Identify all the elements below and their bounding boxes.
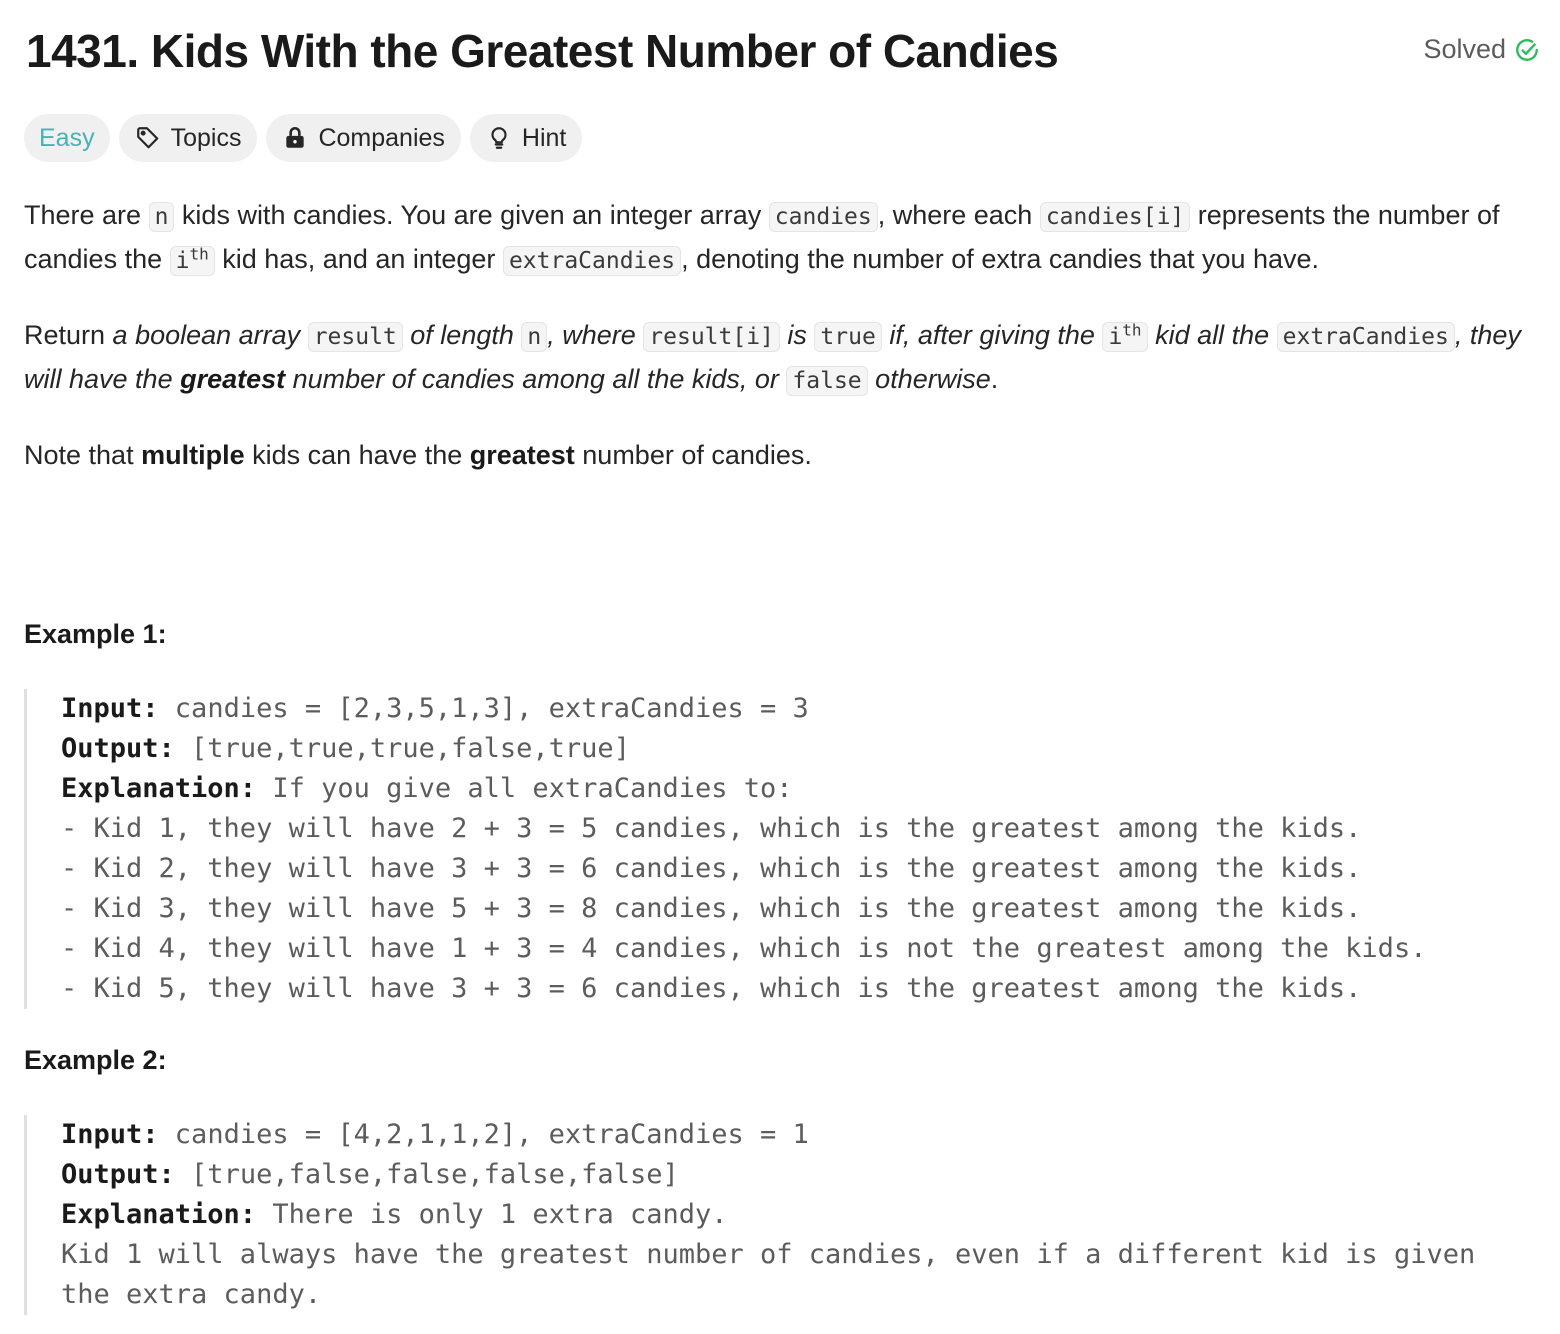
hint-label: Hint [521,123,567,152]
emphasis-text: of length [402,320,522,350]
example-1-line: - Kid 3, they will have 5 + 3 = 8 candies, which is the greatest among the kids. [61,893,1362,924]
plain-text: represents the number of candies the [24,200,1500,274]
tag-icon [135,125,161,151]
inline-code-text: result [313,324,397,350]
inline-code [308,322,403,352]
emphasis-text: , where [547,320,644,350]
difficulty-badge [24,114,110,162]
emphasis-text: is [779,320,815,350]
plain-text: kids can have the [244,440,470,470]
inline-code-text: n [527,324,542,350]
example-1-line: - Kid 1, they will have 2 + 3 = 5 candies, which is the greatest among the kids. [61,813,1362,844]
emphasis-text: if, after giving the [881,320,1103,350]
emphasis-wrapper [180,364,285,394]
inline-code [1277,322,1455,352]
example-1-title: Example 1: [24,619,167,649]
inline-code [643,322,780,352]
plain-text: Note that [24,440,142,470]
inline-code-text: candies[i] [1045,204,1185,230]
statement-paragraph-2 [24,314,1540,402]
companies-button[interactable] [266,114,460,162]
solved-status [1423,34,1540,65]
inline-code-text: extraCandies [508,248,676,274]
superscript: th [1122,320,1142,340]
example-1-output-label: Output: [61,733,175,764]
bold-text: multiple [141,440,245,470]
example-1-line: - Kid 2, they will have 3 + 3 = 6 candies, which is the greatest among the kids. [61,853,1362,884]
example-1-line: - Kid 4, they will have 1 + 3 = 4 candies, which is not the greatest among the kids. [61,933,1427,964]
example-1-line: - Kid 5, they will have 3 + 3 = 6 candies, which is the greatest among the kids. [61,973,1362,1004]
emphasis-bold-text: greatest [180,364,286,394]
example-2-explanation: There is only 1 extra candy. [256,1199,728,1230]
inline-code-text: extraCandies [1282,324,1449,350]
topics-button[interactable] [119,114,258,162]
difficulty-label: Easy [39,123,95,152]
inline-code [170,246,215,276]
plain-text: . [990,364,999,394]
inline-code-text: i [175,248,190,274]
plain-text: Return [24,320,113,350]
inline-code-text: result[i] [649,324,774,350]
emphasis-text: a boolean array [112,320,308,350]
lock-icon [282,125,308,151]
superscript: th [189,244,209,264]
inline-code [1102,322,1147,352]
problem-description-panel [24,0,1540,1310]
inline-code [503,246,681,276]
example-2-explanation-label: Explanation: [61,1199,257,1230]
example-1-explanation-label: Explanation: [61,773,257,804]
inline-code-text: i [1108,324,1123,350]
example-2-output: [true,false,false,false,false] [174,1159,679,1190]
plain-text: kids with candies. You are given an integer array [174,200,769,230]
example-2-line: Kid 1 will always have the greatest number of candies, even if a different kid is given [61,1239,1476,1270]
plain-text: , where each [877,200,1040,230]
example-2-input-label: Input: [61,1119,159,1150]
example-1-explanation: If you give all extraCandies to: [256,773,793,804]
solved-label: Solved [1423,34,1506,64]
inline-code-text: true [820,324,876,350]
problem-statement [24,194,1540,508]
lightbulb-icon [486,125,512,151]
inline-code [149,202,175,232]
example-2-line: the extra candy. [61,1279,322,1310]
example-1-input-label: Input: [61,693,159,724]
example-1-output: [true,true,true,false,true] [174,733,630,764]
example-1-input: candies = [2,3,5,1,3], extraCandies = 3 [158,693,809,724]
plain-text: There are [24,200,149,230]
example-2-input: candies = [4,2,1,1,2], extraCandies = 1 [158,1119,809,1150]
plain-text: , denoting the number of extra candies that you have. [681,244,1320,274]
inline-code [786,366,867,396]
example-1-block [24,689,1540,1009]
inline-code [521,322,547,352]
example-2-output-label: Output: [61,1159,175,1190]
statement-note [24,434,1540,476]
inline-code [814,322,881,352]
statement-paragraph-1 [24,194,1540,282]
plain-text: number of candies. [574,440,812,470]
inline-code-text: candies [774,204,872,230]
hint-button[interactable] [470,114,582,162]
example-2-title: Example 2: [24,1045,167,1075]
plain-text: kid has, and an integer [214,244,503,274]
bold-text: greatest [469,440,575,470]
inline-code-text: n [154,204,169,230]
inline-code [769,202,878,232]
emphasis-text: otherwise [867,364,991,394]
emphasis-text: number of candies among all the kids, or [285,364,787,394]
topics-label: Topics [170,123,242,152]
inline-code-text: false [792,368,862,394]
emphasis-text: , they will have the [24,320,1521,394]
inline-code [1040,202,1190,232]
example-2-block [24,1115,1540,1315]
companies-label: Companies [318,123,445,152]
check-circle-icon [1514,37,1540,63]
emphasis-text: kid all the [1147,320,1277,350]
header-row [24,0,1540,100]
tag-row [24,114,582,162]
problem-title[interactable]: 1431. Kids With the Greatest Number of Candies [26,25,1059,77]
